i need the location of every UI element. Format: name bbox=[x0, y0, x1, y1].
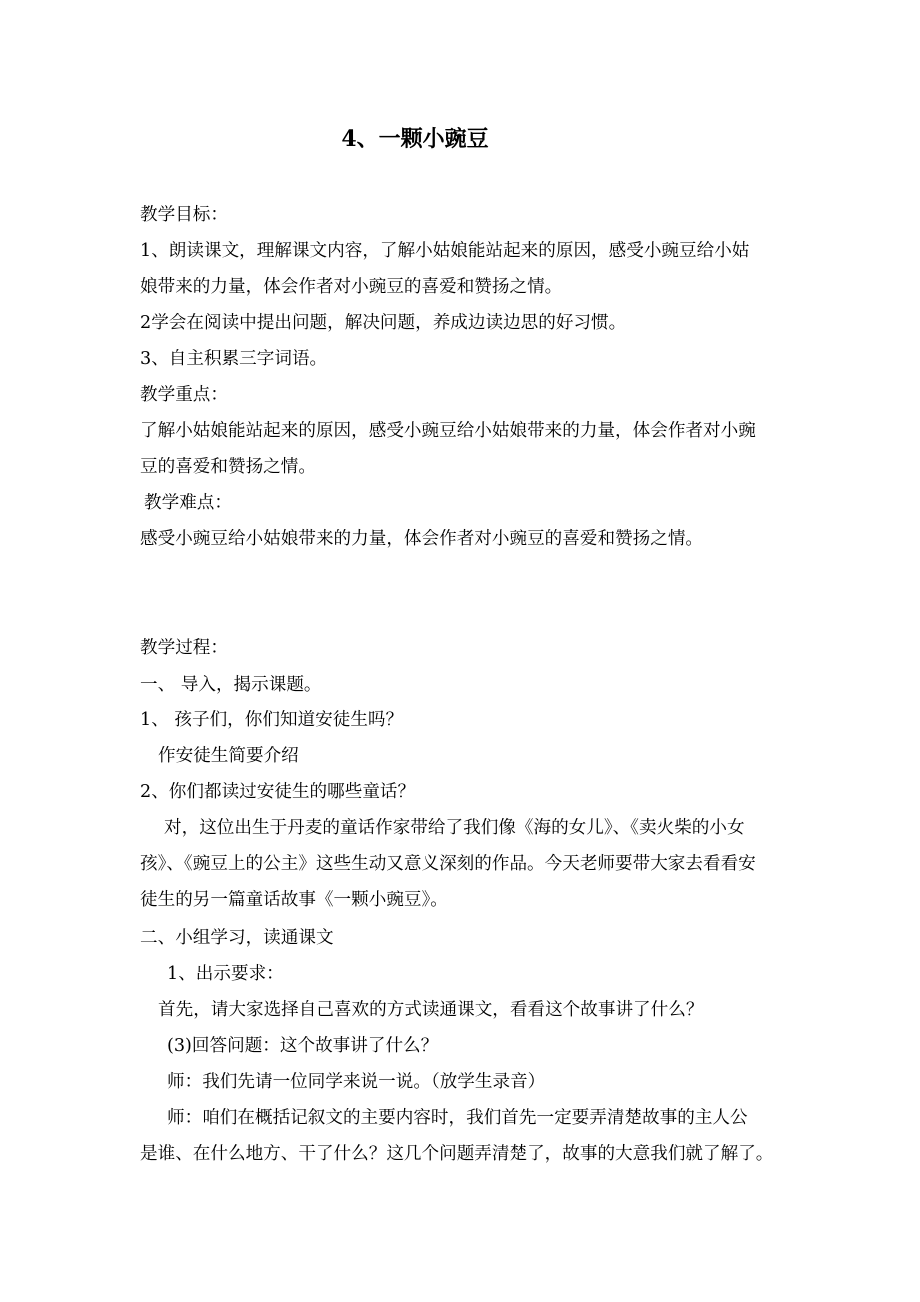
section-2-teacher-2-line-1: 师：咱们在概括记叙文的主要内容时，我们首先一定要弄清楚故事的主人公 bbox=[167, 1108, 748, 1128]
difficulties-heading: 教学难点： bbox=[144, 493, 232, 513]
objective-1-line-1: 1、朗读课文，理解课文内容，了解小姑娘能站起来的原因，感受小豌豆给小姑 bbox=[140, 241, 750, 261]
section-2-item-1: 1、出示要求： bbox=[167, 964, 284, 984]
objective-3: 3、自主积累三字词语。 bbox=[140, 349, 328, 369]
section-1-item-2: 2、你们都读过安徒生的哪些童话？ bbox=[140, 782, 416, 802]
key-points-heading: 教学重点： bbox=[140, 385, 228, 405]
section-1-paragraph-line-3: 徒生的另一篇童话故事《一颗小豌豆》。 bbox=[140, 890, 448, 910]
section-2-teacher-1: 师：我们先请一位同学来说一说。（放学生录音） bbox=[167, 1072, 546, 1092]
objective-2: 2学会在阅读中提出问题，解决问题，养成边读边思的好习惯。 bbox=[140, 313, 627, 333]
key-points-line-2: 豆的喜爱和赞扬之情。 bbox=[140, 457, 316, 477]
section-2-teacher-2-line-2: 是谁、在什么地方、干了什么？这几个问题弄清楚了，故事的大意我们就了解了。 bbox=[140, 1144, 774, 1164]
section-1-item-1: 1、 孩子们，你们知道安徒生吗？ bbox=[140, 710, 404, 730]
section-1-item-1-note: 作安徒生简要介绍 bbox=[158, 746, 299, 766]
section-1-heading: 一、 导入，揭示课题。 bbox=[140, 675, 322, 695]
difficulties-line-1: 感受小豌豆给小姑娘带来的力量，体会作者对小豌豆的喜爱和赞扬之情。 bbox=[140, 529, 704, 549]
section-2-item-3: (3)回答问题：这个故事讲了什么？ bbox=[167, 1036, 439, 1056]
section-2-heading: 二、小组学习，读通课文 bbox=[140, 928, 334, 948]
process-heading: 教学过程： bbox=[140, 638, 228, 658]
key-points-line-1: 了解小姑娘能站起来的原因，感受小豌豆给小姑娘带来的力量，体会作者对小豌 bbox=[140, 421, 756, 441]
objectives-heading: 教学目标： bbox=[140, 205, 228, 225]
section-1-paragraph-line-2: 孩》、《豌豆上的公主》这些生动又意义深刻的作品。今天老师要带大家去看看安 bbox=[140, 854, 756, 874]
section-2-requirement: 首先，请大家选择自己喜欢的方式读通课文，看看这个故事讲了什么？ bbox=[158, 1000, 704, 1020]
section-1-paragraph-line-1: 对，这位出生于丹麦的童话作家带给了我们像《海的女儿》、《卖火柴的小女 bbox=[164, 818, 745, 838]
objective-1-line-2: 娘带来的力量，体会作者对小豌豆的喜爱和赞扬之情。 bbox=[140, 277, 563, 297]
document-title: 4、一颗小豌豆 bbox=[341, 126, 489, 152]
